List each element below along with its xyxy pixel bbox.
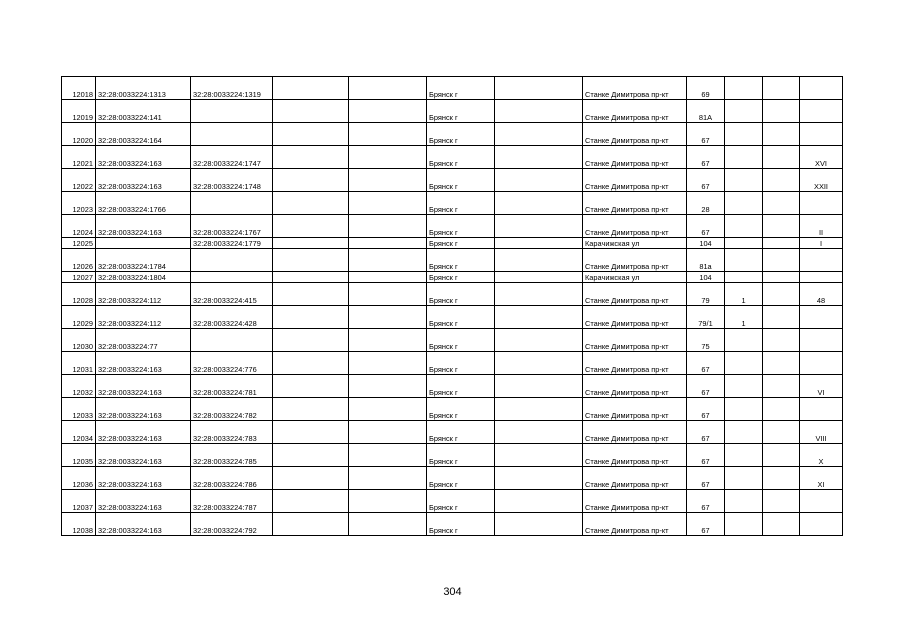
city-cell: Брянск г: [427, 513, 495, 536]
extra-cell: [725, 272, 763, 283]
house-number-cell: 67: [687, 467, 725, 490]
city-cell: Брянск г: [427, 490, 495, 513]
city-cell: Брянск г: [427, 249, 495, 272]
street-cell: Станке Димитрова пр-кт: [583, 77, 687, 100]
table-row: [62, 283, 843, 306]
table-row: [62, 329, 843, 352]
record-number-cell: 12032: [62, 375, 96, 398]
parent-cadastral-number-cell: [191, 123, 273, 146]
premises-number-cell: [800, 272, 843, 283]
empty-cell: [349, 100, 427, 123]
street-cell: Станке Димитрова пр-кт: [583, 375, 687, 398]
street-cell: Карачижская ул: [583, 272, 687, 283]
table-row: [62, 215, 843, 238]
parent-cadastral-number-cell: 32:28:0033224:428: [191, 306, 273, 329]
empty-cell: [273, 215, 349, 238]
street-cell: Станке Димитрова пр-кт: [583, 169, 687, 192]
parent-cadastral-number-cell: [191, 249, 273, 272]
record-number-cell: 12027: [62, 272, 96, 283]
empty-cell: [273, 329, 349, 352]
street-cell: Станке Димитрова пр-кт: [583, 215, 687, 238]
parent-cadastral-number-cell: 32:28:0033224:415: [191, 283, 273, 306]
house-number-cell: 67: [687, 146, 725, 169]
table-row: [62, 123, 843, 146]
city-cell: Брянск г: [427, 123, 495, 146]
extra-cell: [763, 283, 800, 306]
empty-cell: [273, 352, 349, 375]
extra-cell: [763, 215, 800, 238]
street-cell: Станке Димитрова пр-кт: [583, 329, 687, 352]
extra-cell: [725, 398, 763, 421]
parent-cadastral-number-cell: 32:28:0033224:1767: [191, 215, 273, 238]
premises-number-cell: [800, 192, 843, 215]
empty-cell: [273, 283, 349, 306]
house-number-cell: 67: [687, 352, 725, 375]
parent-cadastral-number-cell: 32:28:0033224:776: [191, 352, 273, 375]
house-number-cell: 67: [687, 513, 725, 536]
record-number-cell: 12030: [62, 329, 96, 352]
extra-cell: [725, 100, 763, 123]
extra-cell: [763, 238, 800, 249]
extra-cell: [725, 513, 763, 536]
premises-number-cell: [800, 100, 843, 123]
table-row: [62, 249, 843, 272]
parent-cadastral-number-cell: 32:28:0033224:782: [191, 398, 273, 421]
house-number-cell: 104: [687, 272, 725, 283]
record-number-cell: 12031: [62, 352, 96, 375]
empty-cell: [349, 238, 427, 249]
empty-cell: [349, 467, 427, 490]
record-number-cell: 12034: [62, 421, 96, 444]
extra-cell: [763, 77, 800, 100]
extra-cell: [725, 238, 763, 249]
record-number-cell: 12038: [62, 513, 96, 536]
extra-cell: [725, 123, 763, 146]
house-number-cell: 67: [687, 490, 725, 513]
extra-cell: [763, 352, 800, 375]
extra-cell: [763, 249, 800, 272]
empty-cell: [349, 123, 427, 146]
empty-cell: [349, 490, 427, 513]
house-number-cell: 79: [687, 283, 725, 306]
city-cell: Брянск г: [427, 444, 495, 467]
empty-cell: [349, 421, 427, 444]
parent-cadastral-number-cell: [191, 272, 273, 283]
empty-cell: [349, 375, 427, 398]
extra-cell: [763, 306, 800, 329]
parent-cadastral-number-cell: 32:28:0033224:1319: [191, 77, 273, 100]
record-number-cell: 12019: [62, 100, 96, 123]
cadastral-number-cell: 32:28:0033224:1766: [96, 192, 191, 215]
extra-cell: 1: [725, 283, 763, 306]
empty-cell: [349, 169, 427, 192]
record-number-cell: 12028: [62, 283, 96, 306]
extra-cell: [763, 169, 800, 192]
register-table: [61, 76, 843, 536]
city-cell: Брянск г: [427, 146, 495, 169]
empty-cell: [495, 306, 583, 329]
street-cell: Станке Димитрова пр-кт: [583, 352, 687, 375]
parent-cadastral-number-cell: 32:28:0033224:785: [191, 444, 273, 467]
house-number-cell: 81А: [687, 100, 725, 123]
table-row: [62, 100, 843, 123]
premises-number-cell: [800, 77, 843, 100]
premises-number-cell: [800, 249, 843, 272]
premises-number-cell: XI: [800, 467, 843, 490]
empty-cell: [349, 146, 427, 169]
empty-cell: [495, 375, 583, 398]
extra-cell: [763, 100, 800, 123]
extra-cell: [725, 77, 763, 100]
page-number: 304: [443, 586, 462, 598]
house-number-cell: 67: [687, 444, 725, 467]
table-row: [62, 444, 843, 467]
city-cell: Брянск г: [427, 169, 495, 192]
cadastral-number-cell: [96, 238, 191, 249]
street-cell: Станке Димитрова пр-кт: [583, 123, 687, 146]
table-row: [62, 375, 843, 398]
empty-cell: [495, 421, 583, 444]
premises-number-cell: [800, 513, 843, 536]
record-number-cell: 12026: [62, 249, 96, 272]
empty-cell: [273, 100, 349, 123]
cadastral-number-cell: 32:28:0033224:112: [96, 283, 191, 306]
premises-number-cell: [800, 352, 843, 375]
parent-cadastral-number-cell: [191, 192, 273, 215]
parent-cadastral-number-cell: 32:28:0033224:783: [191, 421, 273, 444]
city-cell: Брянск г: [427, 272, 495, 283]
empty-cell: [495, 272, 583, 283]
empty-cell: [273, 398, 349, 421]
extra-cell: [725, 421, 763, 444]
city-cell: Брянск г: [427, 421, 495, 444]
table-row: [62, 146, 843, 169]
house-number-cell: 67: [687, 375, 725, 398]
empty-cell: [495, 513, 583, 536]
empty-cell: [273, 192, 349, 215]
table-row: [62, 513, 843, 536]
table-row: [62, 272, 843, 283]
empty-cell: [273, 375, 349, 398]
table-row: [62, 398, 843, 421]
house-number-cell: 79/1: [687, 306, 725, 329]
cadastral-number-cell: 32:28:0033224:163: [96, 513, 191, 536]
empty-cell: [273, 169, 349, 192]
extra-cell: [763, 123, 800, 146]
city-cell: Брянск г: [427, 215, 495, 238]
record-number-cell: 12035: [62, 444, 96, 467]
empty-cell: [495, 352, 583, 375]
table-row: [62, 490, 843, 513]
parent-cadastral-number-cell: 32:28:0033224:1747: [191, 146, 273, 169]
cadastral-number-cell: 32:28:0033224:163: [96, 352, 191, 375]
table-row: [62, 77, 843, 100]
street-cell: Станке Димитрова пр-кт: [583, 249, 687, 272]
empty-cell: [273, 123, 349, 146]
premises-number-cell: I: [800, 238, 843, 249]
extra-cell: [763, 398, 800, 421]
empty-cell: [495, 77, 583, 100]
parent-cadastral-number-cell: [191, 100, 273, 123]
empty-cell: [273, 238, 349, 249]
parent-cadastral-number-cell: 32:28:0033224:781: [191, 375, 273, 398]
premises-number-cell: XVI: [800, 146, 843, 169]
table-row: [62, 352, 843, 375]
house-number-cell: 28: [687, 192, 725, 215]
extra-cell: [725, 467, 763, 490]
parent-cadastral-number-cell: 32:28:0033224:787: [191, 490, 273, 513]
empty-cell: [495, 329, 583, 352]
cadastral-number-cell: 32:28:0033224:163: [96, 444, 191, 467]
premises-number-cell: [800, 306, 843, 329]
extra-cell: [763, 146, 800, 169]
empty-cell: [273, 306, 349, 329]
premises-number-cell: VI: [800, 375, 843, 398]
street-cell: Станке Димитрова пр-кт: [583, 467, 687, 490]
street-cell: Станке Димитрова пр-кт: [583, 421, 687, 444]
empty-cell: [495, 398, 583, 421]
street-cell: Станке Димитрова пр-кт: [583, 513, 687, 536]
city-cell: Брянск г: [427, 352, 495, 375]
premises-number-cell: XXII: [800, 169, 843, 192]
empty-cell: [273, 444, 349, 467]
house-number-cell: 67: [687, 215, 725, 238]
empty-cell: [495, 249, 583, 272]
cadastral-number-cell: 32:28:0033224:112: [96, 306, 191, 329]
city-cell: Брянск г: [427, 306, 495, 329]
house-number-cell: 67: [687, 169, 725, 192]
extra-cell: [763, 444, 800, 467]
record-number-cell: 12033: [62, 398, 96, 421]
premises-number-cell: [800, 329, 843, 352]
parent-cadastral-number-cell: [191, 329, 273, 352]
empty-cell: [495, 123, 583, 146]
city-cell: Брянск г: [427, 100, 495, 123]
house-number-cell: 67: [687, 123, 725, 146]
extra-cell: [763, 421, 800, 444]
extra-cell: [725, 192, 763, 215]
extra-cell: [725, 249, 763, 272]
cadastral-number-cell: 32:28:0033224:77: [96, 329, 191, 352]
empty-cell: [273, 146, 349, 169]
extra-cell: [725, 444, 763, 467]
table-row: [62, 421, 843, 444]
table-row: [62, 169, 843, 192]
empty-cell: [349, 513, 427, 536]
premises-number-cell: [800, 123, 843, 146]
premises-number-cell: [800, 398, 843, 421]
city-cell: Брянск г: [427, 283, 495, 306]
empty-cell: [273, 421, 349, 444]
extra-cell: [763, 329, 800, 352]
house-number-cell: 67: [687, 421, 725, 444]
empty-cell: [495, 100, 583, 123]
extra-cell: [763, 192, 800, 215]
cadastral-number-cell: 32:28:0033224:163: [96, 490, 191, 513]
house-number-cell: 67: [687, 398, 725, 421]
record-number-cell: 12025: [62, 238, 96, 249]
extra-cell: [725, 169, 763, 192]
street-cell: Карачижская ул: [583, 238, 687, 249]
premises-number-cell: 48: [800, 283, 843, 306]
cadastral-number-cell: 32:28:0033224:163: [96, 467, 191, 490]
record-number-cell: 12037: [62, 490, 96, 513]
cadastral-number-cell: 32:28:0033224:163: [96, 398, 191, 421]
city-cell: Брянск г: [427, 77, 495, 100]
extra-cell: [763, 467, 800, 490]
cadastral-number-cell: 32:28:0033224:163: [96, 215, 191, 238]
street-cell: Станке Димитрова пр-кт: [583, 306, 687, 329]
street-cell: Станке Димитрова пр-кт: [583, 490, 687, 513]
empty-cell: [349, 329, 427, 352]
street-cell: Станке Димитрова пр-кт: [583, 100, 687, 123]
extra-cell: 1: [725, 306, 763, 329]
register-table-body: [62, 77, 843, 536]
empty-cell: [495, 238, 583, 249]
cadastral-number-cell: 32:28:0033224:1804: [96, 272, 191, 283]
street-cell: Станке Димитрова пр-кт: [583, 444, 687, 467]
cadastral-number-cell: 32:28:0033224:1313: [96, 77, 191, 100]
empty-cell: [495, 490, 583, 513]
record-number-cell: 12024: [62, 215, 96, 238]
premises-number-cell: II: [800, 215, 843, 238]
extra-cell: [725, 375, 763, 398]
premises-number-cell: X: [800, 444, 843, 467]
street-cell: Станке Димитрова пр-кт: [583, 192, 687, 215]
city-cell: Брянск г: [427, 238, 495, 249]
house-number-cell: 75: [687, 329, 725, 352]
empty-cell: [273, 272, 349, 283]
table-row: [62, 306, 843, 329]
premises-number-cell: [800, 490, 843, 513]
house-number-cell: 104: [687, 238, 725, 249]
extra-cell: [763, 513, 800, 536]
cadastral-number-cell: 32:28:0033224:141: [96, 100, 191, 123]
house-number-cell: 69: [687, 77, 725, 100]
empty-cell: [495, 283, 583, 306]
parent-cadastral-number-cell: 32:28:0033224:792: [191, 513, 273, 536]
empty-cell: [495, 215, 583, 238]
empty-cell: [273, 513, 349, 536]
empty-cell: [273, 249, 349, 272]
city-cell: Брянск г: [427, 375, 495, 398]
empty-cell: [349, 444, 427, 467]
empty-cell: [349, 192, 427, 215]
street-cell: Станке Димитрова пр-кт: [583, 398, 687, 421]
parent-cadastral-number-cell: 32:28:0033224:1779: [191, 238, 273, 249]
record-number-cell: 12023: [62, 192, 96, 215]
extra-cell: [725, 215, 763, 238]
extra-cell: [725, 146, 763, 169]
record-number-cell: 12022: [62, 169, 96, 192]
cadastral-number-cell: 32:28:0033224:163: [96, 375, 191, 398]
cadastral-number-cell: 32:28:0033224:163: [96, 421, 191, 444]
empty-cell: [349, 215, 427, 238]
extra-cell: [763, 272, 800, 283]
table-row: [62, 467, 843, 490]
city-cell: Брянск г: [427, 467, 495, 490]
empty-cell: [273, 490, 349, 513]
record-number-cell: 12021: [62, 146, 96, 169]
empty-cell: [273, 77, 349, 100]
empty-cell: [349, 77, 427, 100]
record-number-cell: 12036: [62, 467, 96, 490]
extra-cell: [725, 490, 763, 513]
parent-cadastral-number-cell: 32:28:0033224:1748: [191, 169, 273, 192]
premises-number-cell: VIII: [800, 421, 843, 444]
street-cell: Станке Димитрова пр-кт: [583, 146, 687, 169]
extra-cell: [725, 329, 763, 352]
extra-cell: [763, 490, 800, 513]
record-number-cell: 12029: [62, 306, 96, 329]
empty-cell: [349, 352, 427, 375]
empty-cell: [349, 283, 427, 306]
empty-cell: [349, 272, 427, 283]
cadastral-number-cell: 32:28:0033224:163: [96, 169, 191, 192]
empty-cell: [349, 249, 427, 272]
empty-cell: [495, 192, 583, 215]
empty-cell: [495, 444, 583, 467]
table-row: [62, 238, 843, 249]
cadastral-number-cell: 32:28:0033224:164: [96, 123, 191, 146]
empty-cell: [495, 169, 583, 192]
empty-cell: [273, 467, 349, 490]
empty-cell: [495, 146, 583, 169]
record-number-cell: 12020: [62, 123, 96, 146]
table-row: [62, 192, 843, 215]
extra-cell: [763, 375, 800, 398]
house-number-cell: 81а: [687, 249, 725, 272]
parent-cadastral-number-cell: 32:28:0033224:786: [191, 467, 273, 490]
city-cell: Брянск г: [427, 192, 495, 215]
empty-cell: [349, 306, 427, 329]
cadastral-number-cell: 32:28:0033224:1784: [96, 249, 191, 272]
extra-cell: [725, 352, 763, 375]
empty-cell: [349, 398, 427, 421]
record-number-cell: 12018: [62, 77, 96, 100]
city-cell: Брянск г: [427, 398, 495, 421]
street-cell: Станке Димитрова пр-кт: [583, 283, 687, 306]
city-cell: Брянск г: [427, 329, 495, 352]
empty-cell: [495, 467, 583, 490]
cadastral-number-cell: 32:28:0033224:163: [96, 146, 191, 169]
